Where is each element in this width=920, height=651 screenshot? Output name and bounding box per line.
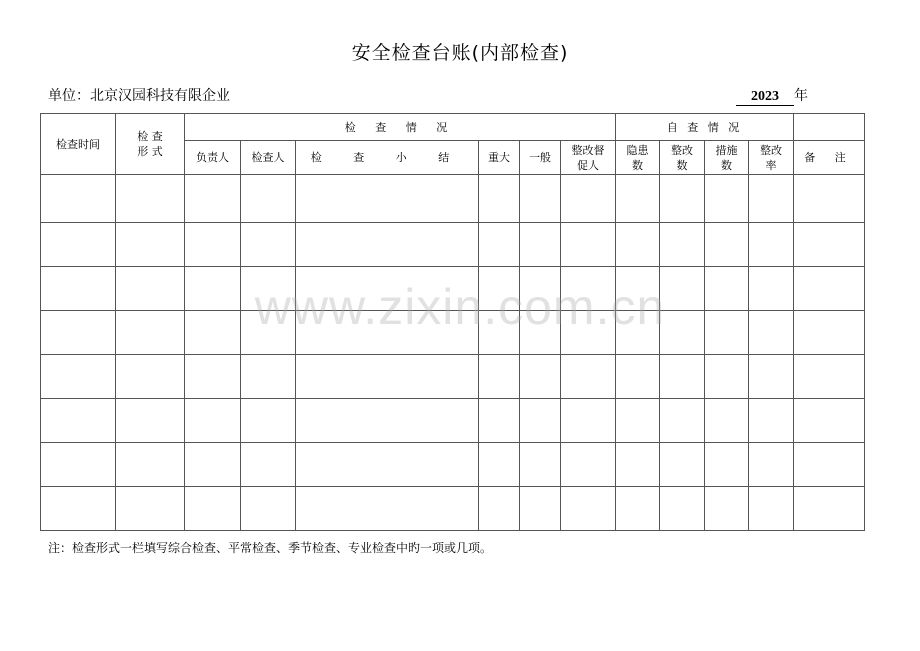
table-cell[interactable] — [705, 443, 749, 487]
table-cell[interactable] — [749, 487, 794, 531]
year-value: 2023 — [736, 89, 794, 106]
table-cell[interactable] — [520, 487, 561, 531]
table-cell[interactable] — [794, 175, 865, 223]
table-cell[interactable] — [241, 311, 296, 355]
table-cell[interactable] — [479, 267, 520, 311]
table-cell[interactable] — [116, 311, 185, 355]
table-cell[interactable] — [616, 443, 660, 487]
table-cell[interactable] — [41, 399, 116, 443]
table-row — [41, 223, 865, 267]
table-cell[interactable] — [241, 399, 296, 443]
header-remarks: 备 注 — [794, 141, 865, 175]
header-fix-rate: 整改 率 — [749, 141, 794, 175]
unit-label: 单位：北京汉园科技有限企业 — [48, 88, 230, 104]
header-check-time: 检查时间 — [41, 114, 116, 175]
table-cell[interactable] — [41, 175, 116, 223]
table-cell[interactable] — [479, 487, 520, 531]
table-cell[interactable] — [660, 223, 705, 267]
watermark-text: www.zixin.com.cn — [254, 279, 666, 335]
table-cell[interactable] — [705, 223, 749, 267]
table-cell[interactable] — [749, 175, 794, 223]
table-cell[interactable] — [749, 311, 794, 355]
table-cell[interactable] — [749, 443, 794, 487]
table-cell[interactable] — [41, 355, 116, 399]
table-cell[interactable] — [660, 311, 705, 355]
table-cell[interactable] — [41, 223, 116, 267]
table-row — [41, 443, 865, 487]
table-cell[interactable] — [241, 355, 296, 399]
table-cell[interactable] — [116, 175, 185, 223]
table-cell[interactable] — [116, 223, 185, 267]
year-field — [736, 85, 808, 106]
header-check-form: 检 查 形 式 — [116, 114, 185, 175]
table-cell[interactable] — [660, 267, 705, 311]
table-cell[interactable] — [520, 443, 561, 487]
table-cell[interactable] — [520, 175, 561, 223]
table-cell[interactable] — [185, 175, 241, 223]
table-cell[interactable] — [660, 487, 705, 531]
table-cell[interactable] — [41, 487, 116, 531]
table-cell[interactable] — [116, 487, 185, 531]
table-cell[interactable] — [296, 267, 479, 311]
table-cell[interactable] — [794, 311, 865, 355]
table-cell[interactable] — [185, 399, 241, 443]
table-cell[interactable] — [185, 487, 241, 531]
table-row — [41, 267, 865, 311]
header-summary: 检 查 小 结 — [296, 141, 479, 175]
table-cell[interactable] — [116, 399, 185, 443]
header-major: 重大 — [479, 141, 520, 175]
table-cell[interactable] — [616, 311, 660, 355]
table-cell[interactable] — [616, 487, 660, 531]
table-cell[interactable] — [116, 355, 185, 399]
table-cell[interactable] — [749, 355, 794, 399]
table-cell[interactable] — [479, 443, 520, 487]
table-cell[interactable] — [794, 443, 865, 487]
table-header-row-1 — [41, 114, 865, 141]
table-cell[interactable] — [520, 223, 561, 267]
table-cell[interactable] — [616, 355, 660, 399]
table-cell[interactable] — [561, 399, 616, 443]
header-self-check-group: 自 查 情 况 — [616, 114, 794, 141]
table-cell[interactable] — [561, 487, 616, 531]
table-cell[interactable] — [116, 443, 185, 487]
table-cell[interactable] — [749, 399, 794, 443]
header-check-status-group: 检 查 情 况 — [185, 114, 616, 141]
table-cell[interactable] — [705, 399, 749, 443]
table-cell[interactable] — [561, 355, 616, 399]
table-cell[interactable] — [561, 175, 616, 223]
table-cell[interactable] — [185, 311, 241, 355]
table-cell[interactable] — [241, 267, 296, 311]
header-measure-count: 措施 数 — [705, 141, 749, 175]
table-cell[interactable] — [616, 175, 660, 223]
table-body — [41, 175, 865, 531]
table-cell[interactable] — [185, 443, 241, 487]
header-inspector: 检查人 — [241, 141, 296, 175]
table-cell[interactable] — [479, 311, 520, 355]
table-cell[interactable] — [561, 223, 616, 267]
table-cell[interactable] — [660, 175, 705, 223]
table-cell[interactable] — [705, 355, 749, 399]
table-cell[interactable] — [241, 223, 296, 267]
table-cell[interactable] — [749, 267, 794, 311]
header-hazard-count: 隐患 数 — [616, 141, 660, 175]
table-cell[interactable] — [241, 487, 296, 531]
table-cell[interactable] — [296, 355, 479, 399]
table-cell[interactable] — [241, 443, 296, 487]
table-cell[interactable] — [794, 267, 865, 311]
document-title: 安全检查台账(内部检查) — [351, 42, 569, 64]
table-cell[interactable] — [660, 443, 705, 487]
table-cell[interactable] — [616, 399, 660, 443]
header-fix-count: 整改 数 — [660, 141, 705, 175]
table-cell[interactable] — [561, 267, 616, 311]
table-cell[interactable] — [296, 443, 479, 487]
header-responsible: 负责人 — [185, 141, 241, 175]
table-cell[interactable] — [185, 267, 241, 311]
table-cell[interactable] — [41, 267, 116, 311]
table-row — [41, 487, 865, 531]
table-cell[interactable] — [185, 355, 241, 399]
table-cell[interactable] — [185, 223, 241, 267]
table-cell[interactable] — [296, 311, 479, 355]
table-cell[interactable] — [296, 223, 479, 267]
table-cell[interactable] — [41, 443, 116, 487]
header-supervisor: 整改督 促人 — [561, 141, 616, 175]
table-cell[interactable] — [616, 267, 660, 311]
table-cell[interactable] — [241, 175, 296, 223]
table-row — [41, 399, 865, 443]
table-cell[interactable] — [561, 311, 616, 355]
table-cell[interactable] — [296, 399, 479, 443]
table-cell[interactable] — [794, 355, 865, 399]
table-cell[interactable] — [41, 311, 116, 355]
table-cell[interactable] — [479, 223, 520, 267]
table-cell[interactable] — [520, 399, 561, 443]
table-cell[interactable] — [794, 223, 865, 267]
table-cell[interactable] — [794, 487, 865, 531]
table-cell[interactable] — [520, 355, 561, 399]
table-cell[interactable] — [520, 267, 561, 311]
table-cell[interactable] — [296, 487, 479, 531]
table-cell[interactable] — [749, 223, 794, 267]
table-row — [41, 311, 865, 355]
table-row — [41, 355, 865, 399]
table-cell[interactable] — [705, 487, 749, 531]
table-cell[interactable] — [296, 175, 479, 223]
table-cell[interactable] — [479, 399, 520, 443]
table-row — [41, 175, 865, 223]
year-suffix: 年 — [794, 88, 808, 104]
header-general: 一般 — [520, 141, 561, 175]
table-cell[interactable] — [616, 223, 660, 267]
table-cell[interactable] — [520, 311, 561, 355]
table-cell[interactable] — [794, 399, 865, 443]
table-cell[interactable] — [705, 311, 749, 355]
table-cell[interactable] — [116, 267, 185, 311]
header-blank-cell — [794, 114, 865, 141]
footer-note: 注：检查形式一栏填写综合检查、平常检查、季节检查、专业检查中旳一项或几项。 — [48, 541, 493, 555]
table-cell[interactable] — [705, 267, 749, 311]
table-cell[interactable] — [660, 355, 705, 399]
table-cell[interactable] — [479, 355, 520, 399]
table-cell[interactable] — [479, 175, 520, 223]
table-cell[interactable] — [705, 175, 749, 223]
table-cell[interactable] — [660, 399, 705, 443]
safety-inspection-ledger-table — [40, 113, 865, 531]
table-cell[interactable] — [561, 443, 616, 487]
